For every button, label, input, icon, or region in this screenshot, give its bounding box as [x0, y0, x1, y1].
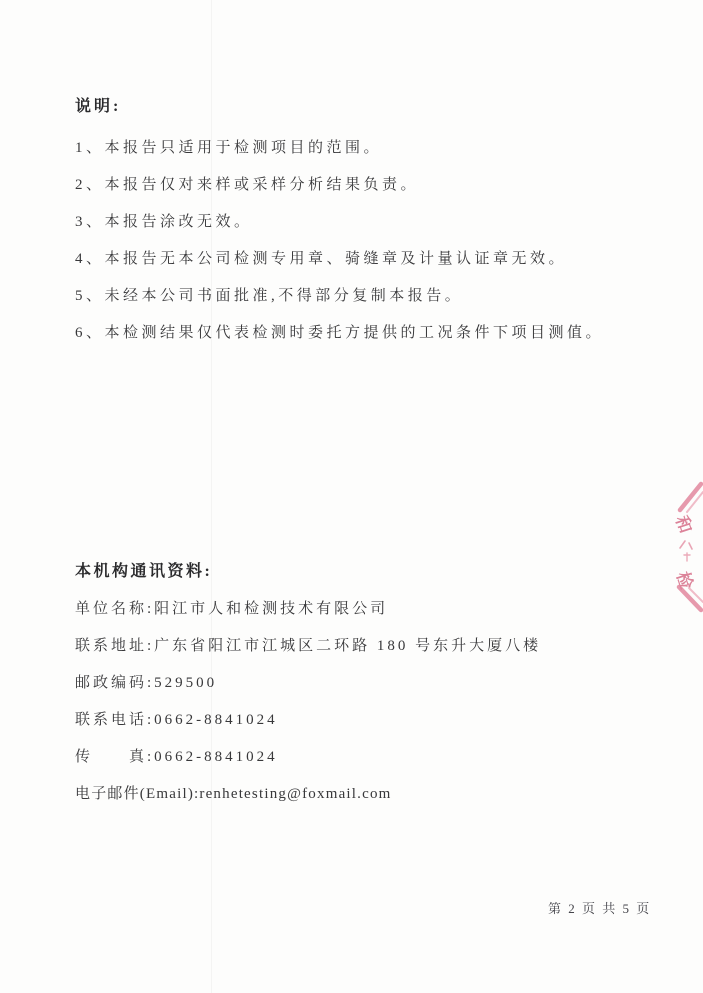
- contact-section: [75, 562, 635, 821]
- contact-email: 电子邮件(Email):renhetesting@foxmail.com: [75, 786, 392, 802]
- note-item-4: 4、本报告无本公司检测专用章、骑缝章及计量认证章无效。: [75, 251, 568, 267]
- seal-arc-bottom-inner: [689, 588, 703, 602]
- seal-arc-top-inner: [687, 492, 703, 512]
- contact-title: 本机构通讯资料:: [75, 563, 213, 580]
- notes-section: [75, 97, 635, 360]
- seal-glyph-fragment-1: [680, 541, 692, 549]
- seal-glyph-fragment-2: [684, 553, 690, 561]
- notes-title: 说明:: [75, 98, 122, 115]
- page-number: 第 2 页 共 5 页: [548, 901, 652, 916]
- seal-arc-bottom: [679, 587, 701, 610]
- note-item-3: 3、本报告涂改无效。: [75, 214, 253, 230]
- seal-char-bottom: 检: [672, 569, 697, 592]
- contact-address: 联系地址:广东省阳江市江城区二环路 180 号东升大厦八楼: [75, 638, 542, 654]
- seal-char-top: 和: [671, 513, 696, 536]
- contact-postal-code: 邮政编码:529500: [75, 675, 218, 691]
- contact-company-name: 单位名称:阳江市人和检测技术有限公司: [75, 601, 389, 617]
- contact-phone: 联系电话:0662-8841024: [75, 712, 278, 728]
- seal-arc-top: [680, 484, 701, 510]
- note-item-1: 1、本报告只适用于检测项目的范围。: [75, 140, 383, 156]
- note-item-2: 2、本报告仅对来样或采样分析结果负责。: [75, 177, 420, 193]
- note-item-5: 5、未经本公司书面批准,不得部分复制本报告。: [75, 288, 464, 304]
- note-item-6: 6、本检测结果仅代表检测时委托方提供的工况条件下项目测值。: [75, 325, 605, 341]
- partial-red-seal: [661, 481, 703, 613]
- contact-fax: 传 真:0662-8841024: [75, 749, 278, 765]
